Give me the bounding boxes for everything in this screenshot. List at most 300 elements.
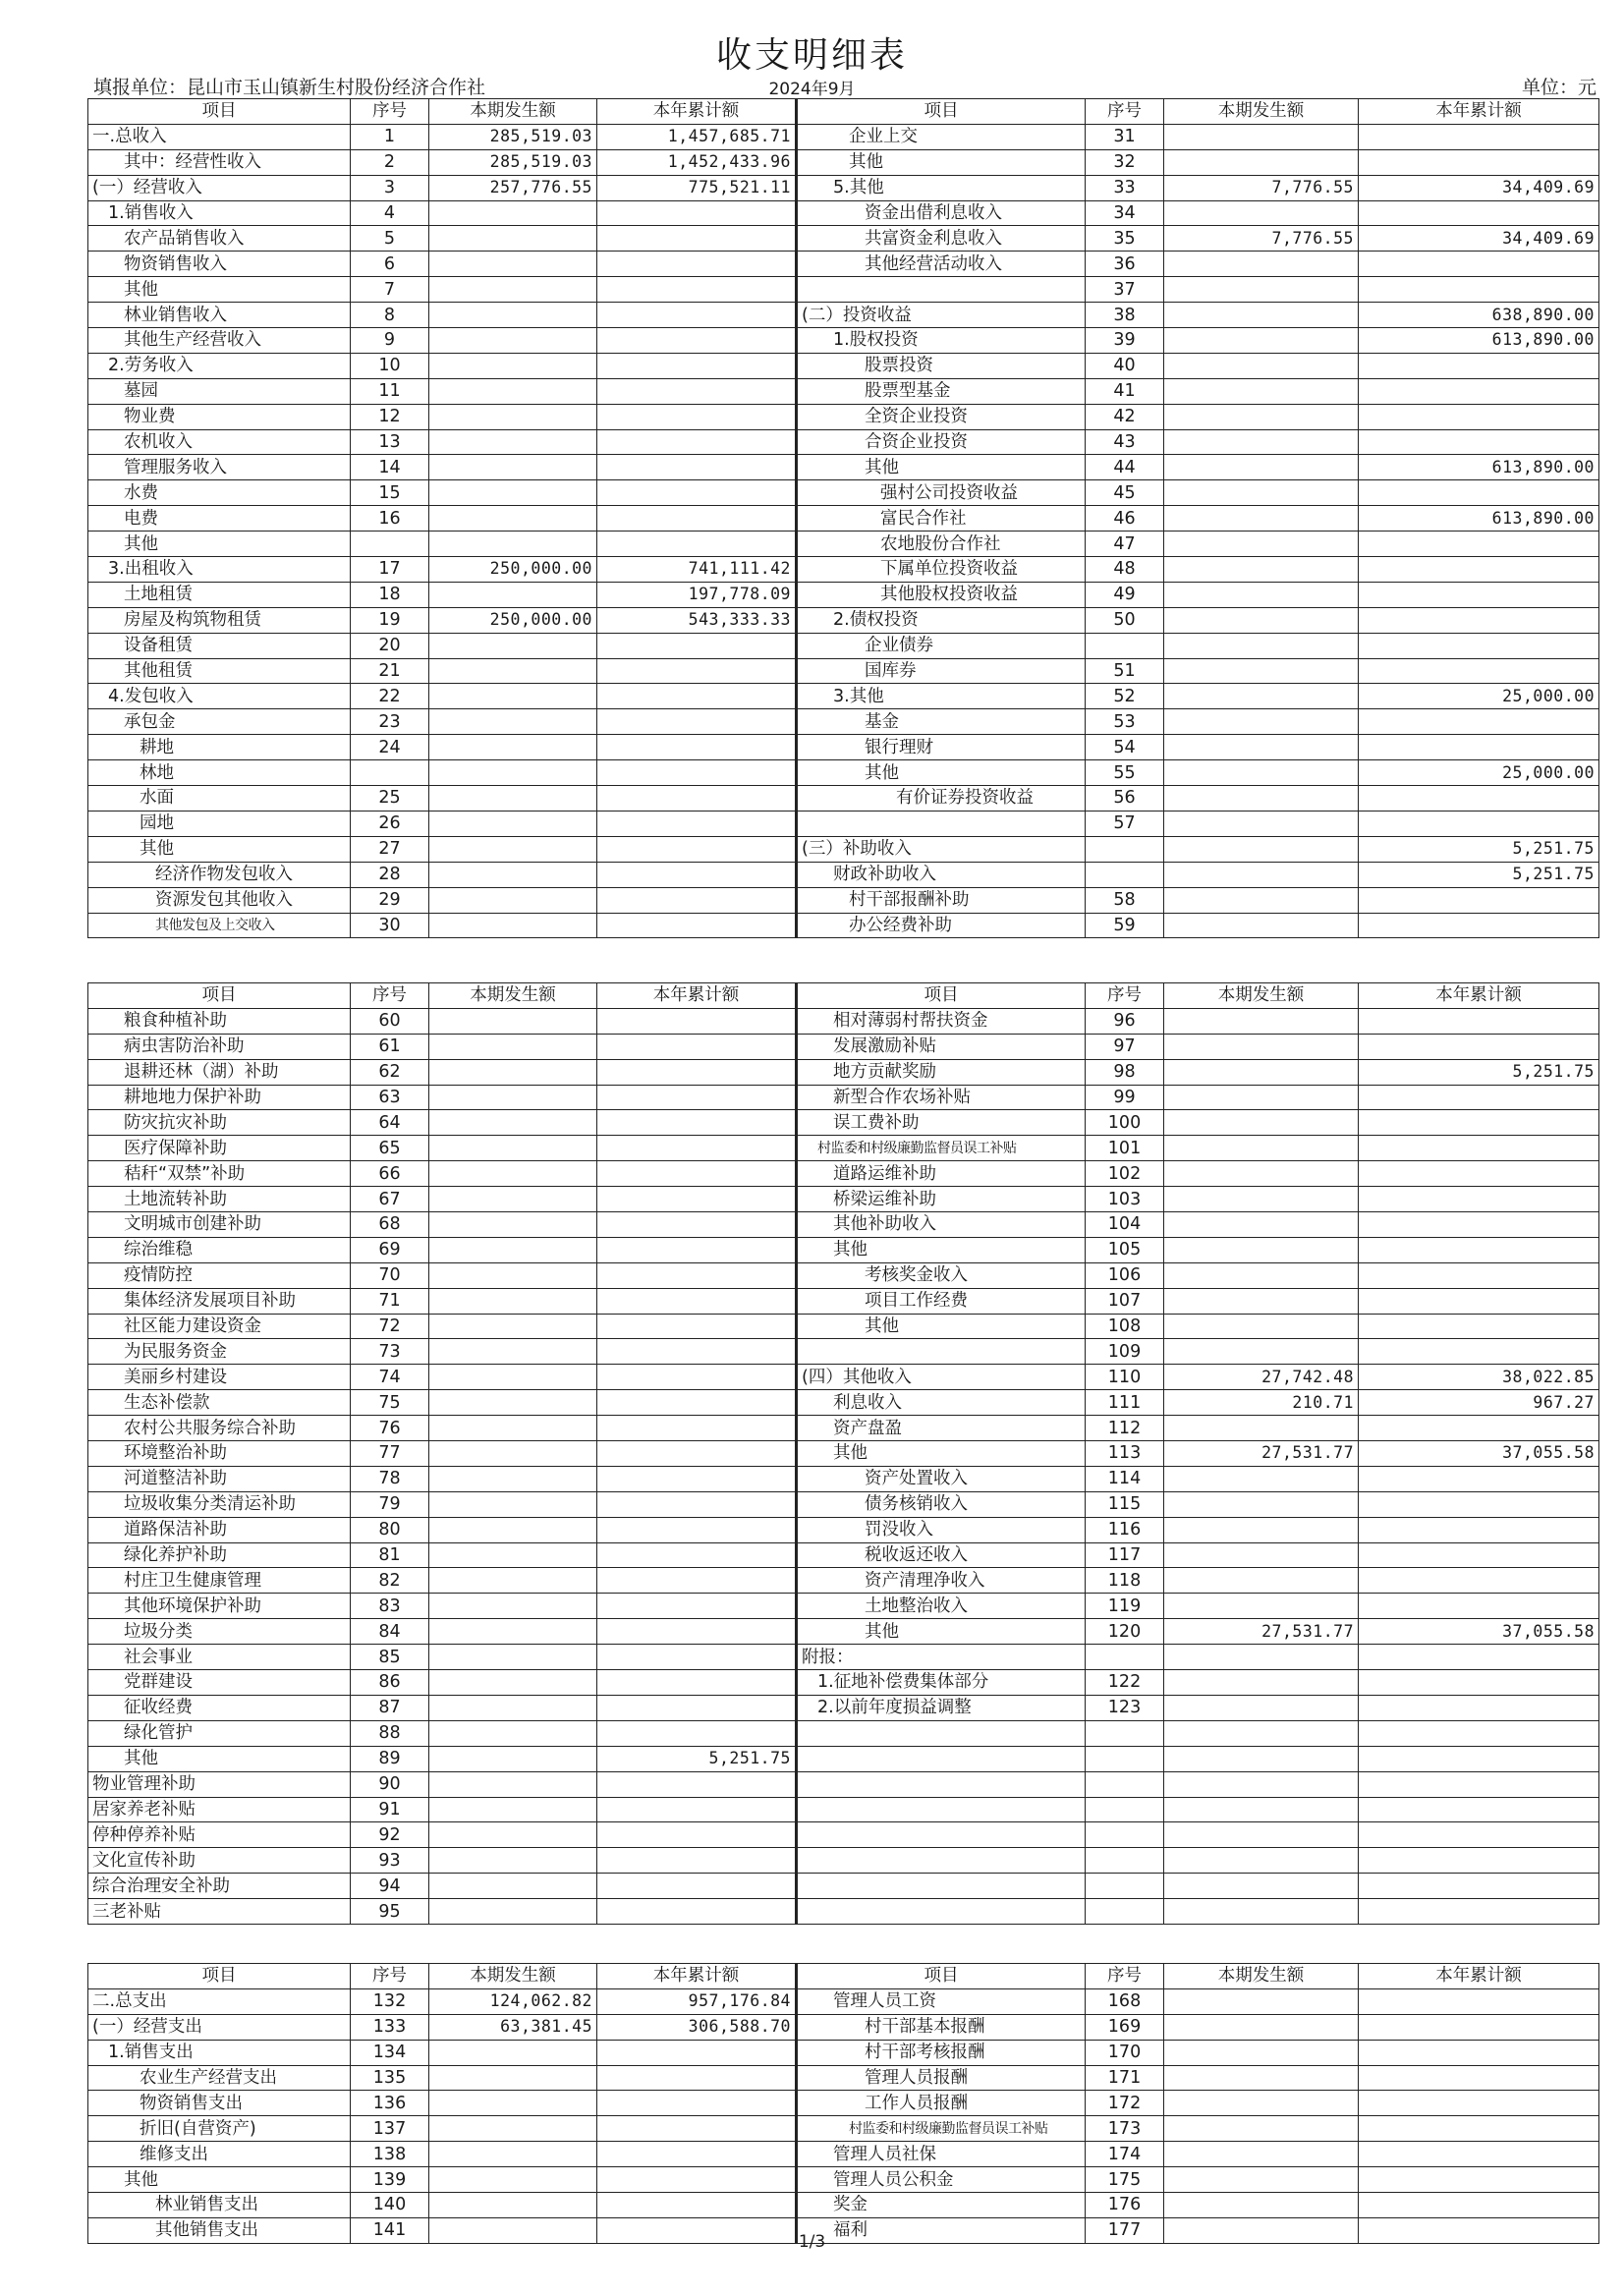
sequence-number: 111	[1086, 1390, 1164, 1416]
ytd-amount	[597, 1874, 797, 1899]
item-name-left: 园地	[88, 811, 351, 836]
item-name-left: 三老补贴	[88, 1899, 351, 1925]
header-item-right: 项目	[797, 983, 1086, 1009]
sequence-number: 92	[351, 1822, 429, 1848]
ytd-amount	[597, 532, 797, 557]
table-row	[88, 1288, 1599, 1314]
current-amount	[1164, 658, 1359, 684]
header-current-left: 本期发生额	[429, 1964, 597, 1989]
current-amount	[429, 913, 597, 938]
sequence-number: 117	[1086, 1542, 1164, 1568]
ytd-amount	[597, 1187, 797, 1212]
ytd-amount	[597, 1542, 797, 1568]
current-amount	[429, 1008, 597, 1034]
current-amount	[1164, 200, 1359, 226]
current-amount: 257,776.55	[429, 175, 597, 200]
current-amount	[429, 353, 597, 378]
item-name-left: 物资销售收入	[88, 252, 351, 277]
ytd-amount	[597, 786, 797, 812]
current-amount	[429, 1720, 597, 1746]
ytd-amount	[1359, 1594, 1599, 1619]
current-amount	[1164, 760, 1359, 786]
current-amount	[1164, 2091, 1359, 2116]
sequence-number: 34	[1086, 200, 1164, 226]
ytd-amount	[597, 1848, 797, 1874]
sequence-number: 116	[1086, 1517, 1164, 1542]
ytd-amount	[597, 1212, 797, 1238]
ytd-amount	[1359, 2040, 1599, 2065]
item-name-left: 管理服务收入	[88, 455, 351, 480]
item-name-right: 管理人员工资	[797, 1988, 1086, 2014]
table-row	[88, 1619, 1599, 1645]
sequence-number: 137	[351, 2116, 429, 2142]
item-name-right: 奖金	[797, 2193, 1086, 2218]
ytd-amount	[1359, 2091, 1599, 2116]
table-row	[88, 1314, 1599, 1339]
sequence-number: 43	[1086, 429, 1164, 455]
item-name-left: 土地租赁	[88, 582, 351, 607]
current-amount	[429, 1110, 597, 1136]
ytd-amount	[597, 1466, 797, 1491]
current-amount	[429, 836, 597, 862]
sequence-number: 170	[1086, 2040, 1164, 2065]
item-name-right: 资金出借利息收入	[797, 200, 1086, 226]
current-amount	[1164, 1771, 1359, 1797]
current-amount	[1164, 1491, 1359, 1517]
current-amount	[429, 378, 597, 404]
table-row	[88, 404, 1599, 429]
sequence-number: 8	[351, 303, 429, 328]
ytd-amount	[597, 455, 797, 480]
ytd-amount	[1359, 1988, 1599, 2014]
ytd-amount	[597, 404, 797, 429]
table-row	[88, 2116, 1599, 2142]
item-name-right: 强村公司投资收益	[797, 480, 1086, 506]
table-row	[88, 1988, 1599, 2014]
sequence-number: 91	[351, 1797, 429, 1822]
ytd-amount	[1359, 149, 1599, 175]
item-name-right: 资产盘盈	[797, 1416, 1086, 1441]
ytd-amount	[1359, 1339, 1599, 1365]
item-name-right: 基金	[797, 709, 1086, 735]
sequence-number: 20	[351, 633, 429, 658]
ytd-amount	[1359, 709, 1599, 735]
item-name-left: 道路保洁补助	[88, 1517, 351, 1542]
sequence-number: 36	[1086, 252, 1164, 277]
current-amount	[429, 1695, 597, 1720]
ytd-amount	[1359, 1874, 1599, 1899]
current-amount	[429, 1262, 597, 1288]
ytd-amount	[1359, 1212, 1599, 1238]
current-amount	[1164, 887, 1359, 913]
sequence-number: 47	[1086, 532, 1164, 557]
item-name-left: 文明城市创建补助	[88, 1212, 351, 1238]
item-name-right: 发展激励补贴	[797, 1034, 1086, 1059]
table-row	[88, 760, 1599, 786]
current-amount	[429, 1594, 597, 1619]
current-amount	[429, 480, 597, 506]
ytd-amount	[597, 429, 797, 455]
current-amount	[429, 1059, 597, 1085]
sequence-number: 136	[351, 2091, 429, 2116]
ytd-amount	[1359, 1517, 1599, 1542]
item-name-right: 其他	[797, 1314, 1086, 1339]
item-name-left: (一）经营支出	[88, 2014, 351, 2040]
header-seq-left: 序号	[351, 99, 429, 125]
item-name-right: 工作人员报酬	[797, 2091, 1086, 2116]
current-amount	[1164, 1085, 1359, 1110]
current-amount	[1164, 2014, 1359, 2040]
sequence-number: 174	[1086, 2142, 1164, 2167]
table-row	[88, 506, 1599, 532]
item-name-left: 其他环境保护补助	[88, 1594, 351, 1619]
ytd-amount	[1359, 1771, 1599, 1797]
sequence-number: 33	[1086, 175, 1164, 200]
ytd-amount	[1359, 2142, 1599, 2167]
table-row	[88, 1746, 1599, 1771]
item-name-left: 房屋及构筑物租赁	[88, 607, 351, 633]
sequence-number: 94	[351, 1874, 429, 1899]
item-name-left: 2.劳务收入	[88, 353, 351, 378]
sequence-number: 102	[1086, 1161, 1164, 1187]
item-name-left: 林业销售收入	[88, 303, 351, 328]
ytd-amount	[597, 328, 797, 354]
item-name-left: 折旧(自营资产)	[88, 2116, 351, 2142]
ytd-amount	[597, 1390, 797, 1416]
current-amount	[1164, 1988, 1359, 2014]
current-amount	[429, 1517, 597, 1542]
sequence-number: 122	[1086, 1670, 1164, 1696]
sequence-number: 140	[351, 2193, 429, 2218]
current-amount	[429, 1466, 597, 1491]
ytd-amount	[597, 709, 797, 735]
sequence-number: 35	[1086, 226, 1164, 252]
ytd-amount	[597, 1695, 797, 1720]
current-amount	[1164, 557, 1359, 583]
ytd-amount	[597, 862, 797, 887]
item-name-left: 水面	[88, 786, 351, 812]
sequence-number: 175	[1086, 2167, 1164, 2193]
sequence-number: 171	[1086, 2065, 1164, 2091]
current-amount	[1164, 1746, 1359, 1771]
current-amount	[1164, 633, 1359, 658]
sequence-number	[351, 760, 429, 786]
sequence-number: 97	[1086, 1034, 1164, 1059]
current-amount	[429, 582, 597, 607]
sequence-number: 74	[351, 1365, 429, 1390]
header-ytd-left: 本年累计额	[597, 99, 797, 125]
current-amount: 250,000.00	[429, 607, 597, 633]
expense-table	[87, 1963, 1599, 2244]
item-name-left: 物业费	[88, 404, 351, 429]
sequence-number	[1086, 1822, 1164, 1848]
sequence-number: 62	[351, 1059, 429, 1085]
ytd-amount: 967.27	[1359, 1390, 1599, 1416]
current-amount: 27,531.77	[1164, 1619, 1359, 1645]
table-row	[88, 175, 1599, 200]
item-name-left: 病虫害防治补助	[88, 1034, 351, 1059]
item-name-left: 环境整治补助	[88, 1441, 351, 1467]
ytd-amount	[1359, 1237, 1599, 1262]
sequence-number: 61	[351, 1034, 429, 1059]
sequence-number	[1086, 862, 1164, 887]
current-amount	[1164, 2040, 1359, 2065]
sequence-number: 135	[351, 2065, 429, 2091]
ytd-amount	[1359, 1542, 1599, 1568]
ytd-amount: 37,055.58	[1359, 1619, 1599, 1645]
current-amount	[429, 2167, 597, 2193]
ytd-amount	[1359, 887, 1599, 913]
ytd-amount	[597, 252, 797, 277]
ytd-amount	[1359, 2193, 1599, 2218]
current-amount	[1164, 862, 1359, 887]
item-name-left: 其他发包及上交收入	[88, 913, 351, 938]
ytd-amount	[597, 1136, 797, 1161]
ytd-amount	[1359, 2014, 1599, 2040]
current-amount	[429, 1136, 597, 1161]
item-name-right: 全资企业投资	[797, 404, 1086, 429]
current-amount	[1164, 2167, 1359, 2193]
current-amount	[1164, 1645, 1359, 1670]
current-amount	[1164, 252, 1359, 277]
current-amount	[429, 328, 597, 354]
header-current-right: 本期发生额	[1164, 983, 1359, 1009]
sequence-number	[351, 532, 429, 557]
current-amount	[429, 2065, 597, 2091]
table-row	[88, 913, 1599, 938]
sequence-number: 81	[351, 1542, 429, 1568]
item-name-right	[797, 1797, 1086, 1822]
sequence-number: 7	[351, 277, 429, 303]
item-name-left: 其中：经营性收入	[88, 149, 351, 175]
current-amount	[1164, 277, 1359, 303]
sequence-number	[1086, 1645, 1164, 1670]
item-name-right: 利息收入	[797, 1390, 1086, 1416]
ytd-amount	[1359, 378, 1599, 404]
table-row	[88, 1568, 1599, 1594]
sequence-number: 85	[351, 1645, 429, 1670]
sequence-number: 90	[351, 1771, 429, 1797]
ytd-amount	[597, 1899, 797, 1925]
current-amount	[1164, 1008, 1359, 1034]
sequence-number: 4	[351, 200, 429, 226]
item-name-right: 3.其他	[797, 684, 1086, 709]
table-row	[88, 1848, 1599, 1874]
table-row	[88, 1491, 1599, 1517]
ytd-amount	[1359, 1848, 1599, 1874]
header-seq-left: 序号	[351, 1964, 429, 1989]
sequence-number: 9	[351, 328, 429, 354]
item-name-right: 其他补助收入	[797, 1212, 1086, 1238]
header-ytd-left: 本年累计额	[597, 983, 797, 1009]
current-amount	[1164, 1822, 1359, 1848]
ytd-amount	[597, 1008, 797, 1034]
sequence-number: 40	[1086, 353, 1164, 378]
current-amount	[429, 1187, 597, 1212]
item-name-right: 1.征地补偿费集体部分	[797, 1670, 1086, 1696]
table-row	[88, 633, 1599, 658]
item-name-right: 国库券	[797, 658, 1086, 684]
header-current-left: 本期发生额	[429, 983, 597, 1009]
sequence-number: 110	[1086, 1365, 1164, 1390]
ytd-amount	[1359, 1110, 1599, 1136]
current-amount	[429, 506, 597, 532]
current-amount	[429, 532, 597, 557]
current-amount	[429, 862, 597, 887]
table-row	[88, 557, 1599, 583]
income-table	[87, 98, 1599, 938]
ytd-amount	[597, 2167, 797, 2193]
current-amount	[429, 1797, 597, 1822]
sequence-number: 68	[351, 1212, 429, 1238]
item-name-left: 一.总收入	[88, 124, 351, 149]
current-amount: 27,531.77	[1164, 1441, 1359, 1467]
current-amount	[1164, 1034, 1359, 1059]
ytd-amount	[1359, 1136, 1599, 1161]
ytd-amount	[1359, 633, 1599, 658]
item-name-right: 其他股权投资收益	[797, 582, 1086, 607]
sequence-number: 177	[1086, 2217, 1164, 2243]
item-name-left: 林地	[88, 760, 351, 786]
current-amount	[429, 200, 597, 226]
ytd-amount: 613,890.00	[1359, 455, 1599, 480]
item-name-left: 秸秆“双禁”补助	[88, 1161, 351, 1187]
sequence-number: 89	[351, 1746, 429, 1771]
sequence-number: 80	[351, 1517, 429, 1542]
sequence-number: 67	[351, 1187, 429, 1212]
item-name-left: 物业管理补助	[88, 1771, 351, 1797]
current-amount	[429, 1542, 597, 1568]
sequence-number	[1086, 1848, 1164, 1874]
table-row	[88, 811, 1599, 836]
sequence-number: 114	[1086, 1466, 1164, 1491]
ytd-amount	[597, 1670, 797, 1696]
item-name-right: 其他经营活动收入	[797, 252, 1086, 277]
item-name-left: 粮食种植补助	[88, 1008, 351, 1034]
item-name-right: 附报：	[797, 1645, 1086, 1670]
table-row	[88, 862, 1599, 887]
table-row	[88, 1237, 1599, 1262]
ytd-amount: 775,521.11	[597, 175, 797, 200]
ytd-amount	[597, 1059, 797, 1085]
item-name-right: (三）补助收入	[797, 836, 1086, 862]
current-amount	[1164, 1874, 1359, 1899]
sequence-number	[1086, 1720, 1164, 1746]
sequence-number: 118	[1086, 1568, 1164, 1594]
page-number: 1/3	[798, 2232, 826, 2252]
item-name-left: 绿化管护	[88, 1720, 351, 1746]
sequence-number: 60	[351, 1008, 429, 1034]
ytd-amount	[1359, 1416, 1599, 1441]
ytd-amount	[1359, 1822, 1599, 1848]
item-name-right	[797, 1899, 1086, 1925]
current-amount	[1164, 1314, 1359, 1339]
ytd-amount	[1359, 532, 1599, 557]
header-item-left: 项目	[88, 1964, 351, 1989]
ytd-amount	[597, 684, 797, 709]
current-amount	[429, 455, 597, 480]
item-name-left: 其他	[88, 836, 351, 862]
sequence-number: 64	[351, 1110, 429, 1136]
ytd-amount	[597, 1822, 797, 1848]
item-name-right	[797, 811, 1086, 836]
ytd-amount	[597, 277, 797, 303]
current-amount	[429, 1339, 597, 1365]
ytd-amount: 25,000.00	[1359, 684, 1599, 709]
current-amount	[1164, 1237, 1359, 1262]
header-current-right: 本期发生额	[1164, 99, 1359, 125]
item-name-right: 1.股权投资	[797, 328, 1086, 354]
ytd-amount	[1359, 2116, 1599, 2142]
sequence-number: 30	[351, 913, 429, 938]
sequence-number: 59	[1086, 913, 1164, 938]
ytd-amount	[597, 1797, 797, 1822]
sequence-number: 172	[1086, 2091, 1164, 2116]
sequence-number: 2	[351, 149, 429, 175]
sequence-number: 115	[1086, 1491, 1164, 1517]
ytd-amount: 613,890.00	[1359, 328, 1599, 354]
table-row	[88, 1441, 1599, 1467]
item-name-left: (一）经营收入	[88, 175, 351, 200]
header-current-left: 本期发生额	[429, 99, 597, 125]
item-name-right: 其他	[797, 1237, 1086, 1262]
table-row	[88, 1416, 1599, 1441]
ytd-amount	[597, 506, 797, 532]
sequence-number: 31	[1086, 124, 1164, 149]
item-name-left: 文化宣传补助	[88, 1848, 351, 1874]
ytd-amount	[1359, 2167, 1599, 2193]
item-name-left: 设备租赁	[88, 633, 351, 658]
ytd-amount	[597, 226, 797, 252]
item-name-right: 其他	[797, 760, 1086, 786]
item-name-left: 4.发包收入	[88, 684, 351, 709]
ytd-amount	[1359, 1568, 1599, 1594]
current-amount	[429, 1491, 597, 1517]
current-amount	[1164, 1568, 1359, 1594]
ytd-amount	[597, 353, 797, 378]
item-name-right: 5.其他	[797, 175, 1086, 200]
sequence-number: 28	[351, 862, 429, 887]
ytd-amount	[597, 811, 797, 836]
sequence-number: 101	[1086, 1136, 1164, 1161]
item-name-right	[797, 1874, 1086, 1899]
item-name-left: 水费	[88, 480, 351, 506]
table-row	[88, 1695, 1599, 1720]
header-ytd-left: 本年累计额	[597, 1964, 797, 1989]
sequence-number: 98	[1086, 1059, 1164, 1085]
item-name-left: 党群建设	[88, 1670, 351, 1696]
ytd-amount	[597, 1568, 797, 1594]
table-row	[88, 1797, 1599, 1822]
item-name-right: 村监委和村级廉勤监督员误工补贴	[797, 1136, 1086, 1161]
sequence-number: 108	[1086, 1314, 1164, 1339]
report-period: 2024年9月	[768, 80, 856, 99]
ytd-amount	[1359, 1262, 1599, 1288]
current-amount	[1164, 149, 1359, 175]
current-amount	[1164, 709, 1359, 735]
sequence-number: 23	[351, 709, 429, 735]
item-name-right: 银行理财	[797, 735, 1086, 760]
ytd-amount	[1359, 1695, 1599, 1720]
current-amount	[429, 633, 597, 658]
item-name-right: 土地整治收入	[797, 1594, 1086, 1619]
sequence-number: 26	[351, 811, 429, 836]
current-amount	[1164, 1594, 1359, 1619]
ytd-amount: 613,890.00	[1359, 506, 1599, 532]
current-amount: 27,742.48	[1164, 1365, 1359, 1390]
item-name-right	[797, 1746, 1086, 1771]
table-row	[88, 607, 1599, 633]
